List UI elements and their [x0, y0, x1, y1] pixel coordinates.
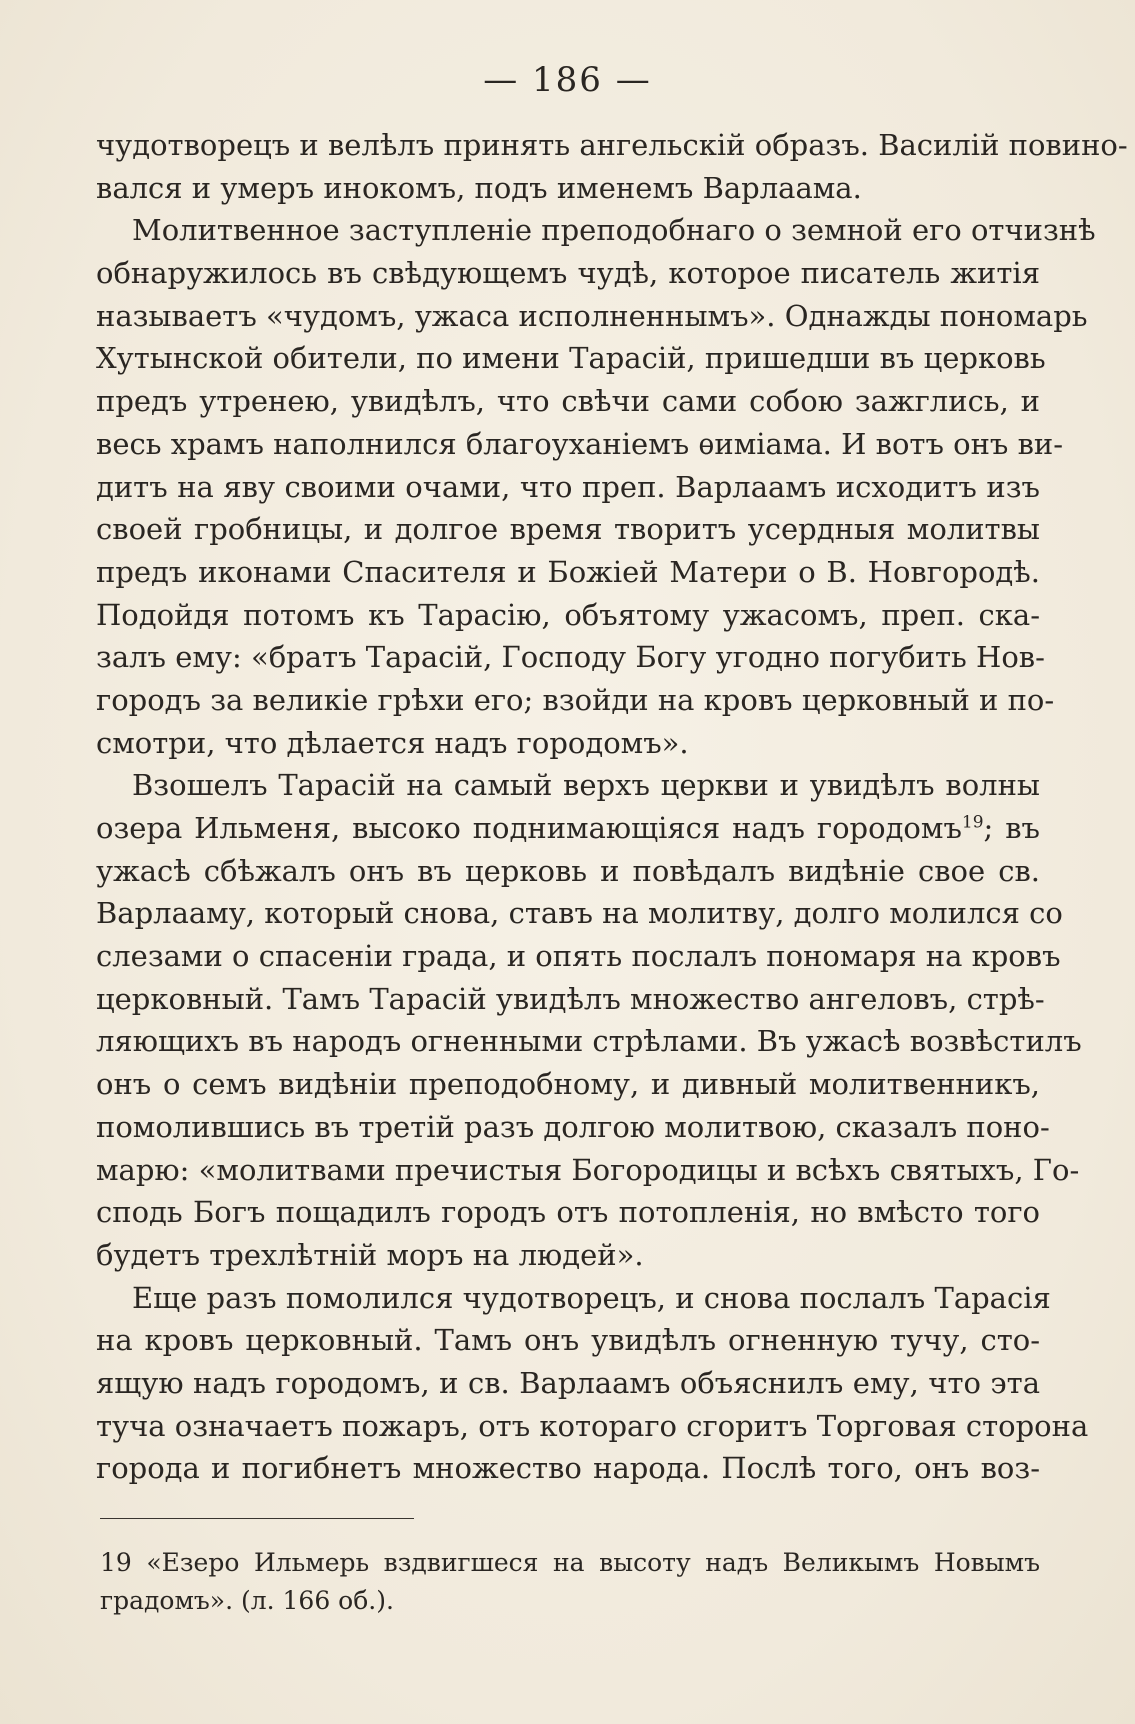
text-line — [96, 679, 1055, 722]
body-text — [96, 124, 1128, 1490]
text-line-content: церковный. Тамъ Тарасій увидѣлъ множество ангеловъ, стрѣ- — [96, 981, 1045, 1016]
text-line — [96, 209, 1096, 252]
text-line — [96, 380, 1040, 423]
text-line-content: предъ иконами Спасителя и Божіей Матери о В. Новгородѣ. — [96, 554, 1040, 589]
text-line — [96, 764, 1040, 807]
text-line-content: марю: «молитвами пречистыя Богородицы и всѣхъ святыхъ, Го- — [96, 1152, 1080, 1187]
footnote — [100, 1544, 1040, 1620]
text-line-content: весь храмъ наполнился благоуханіемъ ѳиміама. И вотъ онъ ви- — [96, 426, 1064, 461]
text-line — [96, 978, 1045, 1021]
text-line-content: городъ за великіе грѣхи его; взойди на кровъ церковный и по- — [96, 682, 1055, 717]
text-line — [96, 1362, 1040, 1405]
text-line-content: чудотворецъ и велѣлъ принять ангельскій образъ. Василій повино- — [96, 128, 1128, 162]
text-line — [96, 1106, 1050, 1149]
footnote-divider — [100, 1518, 414, 1519]
text-line — [96, 508, 1040, 551]
text-line — [96, 337, 1046, 380]
text-line-content: своей гробницы, и долгое время творитъ усердныя молитвы — [96, 512, 1040, 547]
text-line — [96, 1319, 1040, 1362]
text-line — [96, 1063, 1040, 1106]
text-line-continuation: ; въ — [983, 811, 1040, 845]
text-line-content: обнаружилось въ свѣдующемъ чудѣ, которое писатель житія — [96, 256, 1040, 291]
text-line — [96, 594, 1040, 637]
text-line-content: будетъ трехлѣтній моръ на людей». — [96, 1237, 644, 1272]
text-line — [96, 1191, 1040, 1234]
footnote-reference: 19 — [961, 812, 984, 833]
text-line — [96, 1234, 1040, 1277]
text-line — [96, 722, 1040, 765]
text-line — [96, 124, 1128, 167]
text-line-content: вался и умеръ инокомъ, подъ именемъ Варлаама. — [96, 170, 862, 205]
text-line-content: города и погибнетъ множество народа. Послѣ того, онъ воз- — [96, 1451, 1040, 1486]
footnote-line-1: 19 «Езеро Ильмерь вздвигшеся на высоту надъ Великымъ Новымъ — [100, 1548, 1040, 1577]
text-line-content: Подойдя потомъ къ Тарасію, объятому ужасомъ, преп. ска- — [96, 597, 1040, 632]
text-line — [96, 252, 1040, 295]
footnote-line-2: градомъ». (л. 166 об.). — [100, 1586, 394, 1615]
text-line — [96, 935, 1061, 978]
text-line — [96, 1447, 1040, 1490]
text-line-content: смотри, что дѣлается надъ городомъ». — [96, 725, 689, 760]
text-line-content: ящую надъ городомъ, и св. Варлаамъ объяснилъ ему, что эта — [96, 1365, 1040, 1400]
text-line-content: помолившись въ третій разъ долгою молитвою, сказалъ поно- — [96, 1109, 1050, 1144]
text-line — [96, 423, 1064, 466]
text-line-content: предъ утренею, увидѣлъ, что свѣчи сами собою зажглись, и — [96, 384, 1040, 419]
text-line — [96, 466, 1040, 509]
text-line — [96, 1149, 1080, 1192]
text-line-content: онъ о семъ видѣніи преподобному, и дивный молитвенникъ, — [96, 1067, 1040, 1102]
text-line — [96, 892, 1063, 935]
text-line-content: называетъ «чудомъ, ужаса исполненнымъ». Однажды пономарь — [96, 298, 1088, 333]
text-line-content: туча означаетъ пожаръ, отъ котораго сгоритъ Торговая сторона — [96, 1408, 1089, 1443]
text-line-content: Молитвенное заступленіе преподобнаго о земной его отчизнѣ — [132, 213, 1096, 248]
page-number: — 186 — — [483, 60, 652, 100]
text-line-content: сподь Богъ пощадилъ городъ отъ потопленія, но вмѣсто того — [96, 1195, 1040, 1230]
text-line — [96, 636, 1045, 679]
text-line-content: слезами о спасеніи града, и опять послалъ пономаря на кровъ — [96, 939, 1061, 974]
text-line-content: ужасѣ сбѣжалъ онъ въ церковь и повѣдалъ видѣніе свое св. — [96, 853, 1040, 888]
text-line — [96, 1405, 1089, 1448]
text-line — [96, 551, 1040, 594]
text-line — [96, 167, 1040, 210]
text-line — [96, 850, 1040, 893]
text-line — [96, 807, 1040, 850]
text-line-content: ляющихъ въ народъ огненными стрѣлами. Въ ужасѣ возвѣстилъ — [96, 1024, 1082, 1059]
text-line-content: Взошелъ Тарасій на самый верхъ церкви и увидѣлъ волны — [132, 768, 1040, 803]
text-line-content: Варлааму, который снова, ставъ на молитву, долго молился со — [96, 896, 1063, 931]
text-line-content: Еще разъ помолился чудотворецъ, и снова послалъ Тарасія — [132, 1280, 1051, 1315]
text-line-content: Хутынской обители, по имени Тарасій, пришедши въ церковь — [96, 341, 1046, 376]
text-line-content: озера Ильменя, высоко поднимающіяся надъ городомъ — [96, 811, 962, 845]
text-line-content: залъ ему: «братъ Тарасій, Господу Богу угодно погубить Нов- — [96, 640, 1045, 675]
text-line — [96, 1020, 1082, 1063]
text-line — [96, 295, 1088, 338]
text-line-content: дитъ на яву своими очами, что преп. Варлаамъ исходитъ изъ — [96, 469, 1040, 504]
text-line — [96, 1277, 1051, 1320]
text-line-content: на кровъ церковный. Тамъ онъ увидѣлъ огненную тучу, сто- — [96, 1323, 1040, 1358]
